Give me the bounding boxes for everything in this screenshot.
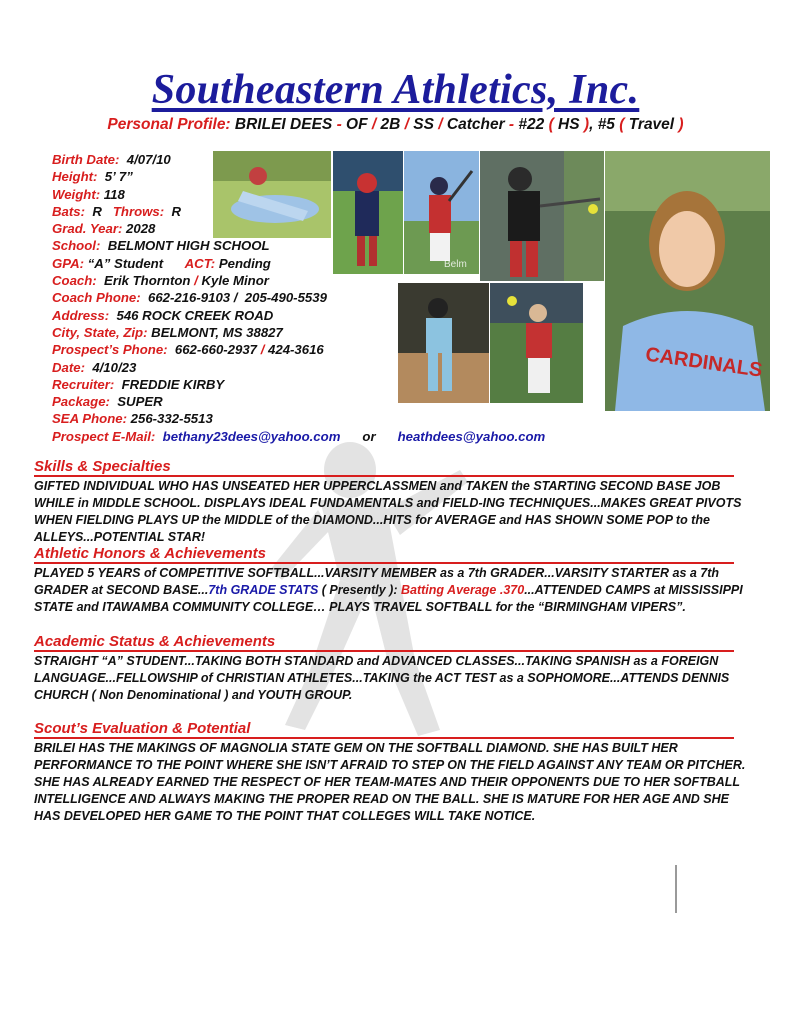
birth-label: Birth Date: xyxy=(52,152,120,167)
address-value: 546 ROCK CREEK ROAD xyxy=(116,307,274,323)
honors-stats: 7th GRADE STATS xyxy=(208,583,319,597)
company-title: Southeastern Athletics, Inc. xyxy=(151,67,640,113)
prospect-phone-1: 662-660-2937 xyxy=(174,342,258,358)
coach-row: Coach: Erik Thornton / Kyle Minor xyxy=(52,273,269,289)
coach-phone-2: 205-490-5539 xyxy=(244,290,327,306)
position-of: OF xyxy=(346,116,368,133)
photo-throwing xyxy=(490,283,583,403)
act-label: ACT: xyxy=(184,255,216,271)
sea-phone-row xyxy=(52,410,545,427)
skills-heading: Skills & Specialties xyxy=(34,458,734,477)
package-label: Package: xyxy=(52,394,110,410)
svg-text:CARDINALS: CARDINALS xyxy=(643,343,764,382)
skills-body: GIFTED INDIVIDUAL WHO HAS UNSEATED HER UPPERCLASSMEN and TAKEN the STARTING SECOND BASE JOB WHILE in MIDDLE SCHOOL. DISPLAYS IDEAL FUNDAMENTALS and FIELD-ING TECHNIQUES...MAKES GREAT PIVOTS WHEN FIELDING PLAYS UP the MIDDLE of the DIAMOND...HITS for AVERAGE and HAS SHOWN SOME POP to the ALLEYS...POTENTIAL STAR! xyxy=(34,479,742,544)
grad-label: Grad. Year: xyxy=(52,221,123,237)
honors-batting: Batting Average .370 xyxy=(400,583,525,597)
position-2b: 2B xyxy=(380,116,401,133)
school-label: School: xyxy=(52,238,101,254)
profile-line: Personal Profile: BRILEI DEES - OF / 2B / SS / Catcher - #22 ( HS ), #5 ( Travel ) xyxy=(107,116,684,133)
prospect-phone-label: Prospect’s Phone: xyxy=(52,342,168,358)
bats-label: Bats: xyxy=(52,203,85,219)
city-label: City, State, Zip: xyxy=(52,324,148,340)
academic-heading: Academic Status & Achievements xyxy=(34,633,734,652)
date-label: Date: xyxy=(52,359,85,375)
academic-body: STRAIGHT “A” STUDENT...TAKING BOTH STANDARD and ADVANCED CLASSES...TAKING SPANISH as a FOREIGN LANGUAGE...FELLOWSHIP of CHRISTIAN ATHLETES...TAKING the ACT TEST as a SOPHOMORE...ATTENDS DENNIS CHURCH ( Non Denominational ) and YOUTH GROUP. xyxy=(34,654,730,702)
coach-label: Coach: xyxy=(52,273,97,289)
package-value: SUPER xyxy=(117,394,163,410)
photo-slide xyxy=(213,151,331,238)
honors-text-1: PLAYED 5 YEARS of COMPETITIVE SOFTBALL...VARSITY MEMBER as a 7th GRADER...VARSITY STARTER as a 7th GRADER at SECOND BASE... xyxy=(34,566,720,597)
date-value: 4/10/23 xyxy=(92,359,137,375)
player-name: BRILEI DEES xyxy=(234,116,333,133)
email-2-link[interactable]: heathdees@yahoo.com xyxy=(397,428,546,444)
photo-swinging xyxy=(404,151,479,274)
photo-fielding xyxy=(398,283,489,403)
coach-phone-label: Coach Phone: xyxy=(52,290,141,306)
recruiter-label: Recruiter: xyxy=(52,376,115,392)
scout-body: BRILEI HAS THE MAKINGS OF MAGNOLIA STATE GEM ON THE SOFTBALL DIAMOND. SHE HAS BUILT HER PERFORMANCE TO THE POINT WHERE SHE ISN’T AFRAID TO STEP ON THE FIELD AGAINST ANY TEAM OR PITCHER. SHE HAS ALREADY EARNED THE RESPECT OF HER TEAM-MATES AND THEIR OPPONENTS DUE TO HER SOFTBALL INTELLIGENCE AND ALWAYS MAKING THE PROPER READ ON THE BALL. SHE IS MATURE FOR HER AGE AND SHE HAS DEVELOPED HER GAME TO THE POINT THAT COLLEGES WILL TAKE NOTICE. xyxy=(34,741,746,823)
email-label: Prospect E-Mail: xyxy=(52,428,156,444)
honors-presently: ( Presently ): xyxy=(318,583,401,597)
gpa-value: “A” Student xyxy=(87,255,164,271)
hs-label: HS xyxy=(558,116,580,133)
coach-2: Kyle Minor xyxy=(201,273,269,289)
position-catcher: Catcher xyxy=(446,116,505,133)
divider-line xyxy=(675,865,677,913)
recruiter-value: FREDDIE KIRBY xyxy=(121,376,225,392)
sea-phone-value: 256-332-5513 xyxy=(130,411,213,427)
bats-value: R xyxy=(92,203,102,219)
city-value: BELMONT, MS 38827 xyxy=(151,324,283,340)
gpa-label: GPA: xyxy=(52,255,84,271)
number-hs: #22 xyxy=(518,116,545,133)
height-value: 5’ 7” xyxy=(104,169,133,185)
position-ss: SS xyxy=(413,116,434,133)
act-value: Pending xyxy=(218,255,271,271)
prospect-phone-2: 424-3616 xyxy=(268,342,324,358)
weight-label: Weight: xyxy=(52,186,101,202)
photo-headshot xyxy=(605,151,770,411)
throws-label: Throws: xyxy=(112,203,165,219)
scout-heading: Scout’s Evaluation & Potential xyxy=(34,720,734,739)
sea-phone-label: SEA Phone: xyxy=(52,411,127,427)
number-travel: #5 xyxy=(597,116,615,133)
birth-value: 4/07/10 xyxy=(126,152,171,167)
grad-value: 2028 xyxy=(126,221,156,237)
email-1-link[interactable]: bethany23dees@yahoo.com xyxy=(162,428,341,444)
email-row xyxy=(52,428,545,445)
throws-value: R xyxy=(171,203,181,219)
coach-1: Erik Thornton xyxy=(104,273,191,289)
honors-body xyxy=(34,565,757,616)
email-or: or xyxy=(362,428,376,444)
photo-bunting xyxy=(480,151,604,281)
travel-label: Travel xyxy=(628,116,675,133)
profile-label: Personal Profile: xyxy=(107,116,231,133)
honors-heading: Athletic Honors & Achievements xyxy=(34,545,734,564)
honors-text-2: ...ATTENDED CAMPS at MISSISSIPPI STATE and ITAWAMBA COMMUNITY COLLEGE… PLAYS TRAVEL SOFTBALL for the “BIRMINGHAM VIPERS”. xyxy=(34,583,743,614)
weight-value: 118 xyxy=(103,186,125,202)
photo-batting-stance xyxy=(333,151,403,274)
height-label: Height: xyxy=(52,169,98,185)
school-value: BELMONT HIGH SCHOOL xyxy=(107,238,270,254)
photo-caption: Belm xyxy=(444,259,467,270)
prospect-phone-row: Prospect’s Phone: 662-660-2937 / 424-3616 xyxy=(52,342,324,358)
coach-phone-1: 662-216-9103 / xyxy=(147,290,238,306)
address-label: Address: xyxy=(52,307,110,323)
